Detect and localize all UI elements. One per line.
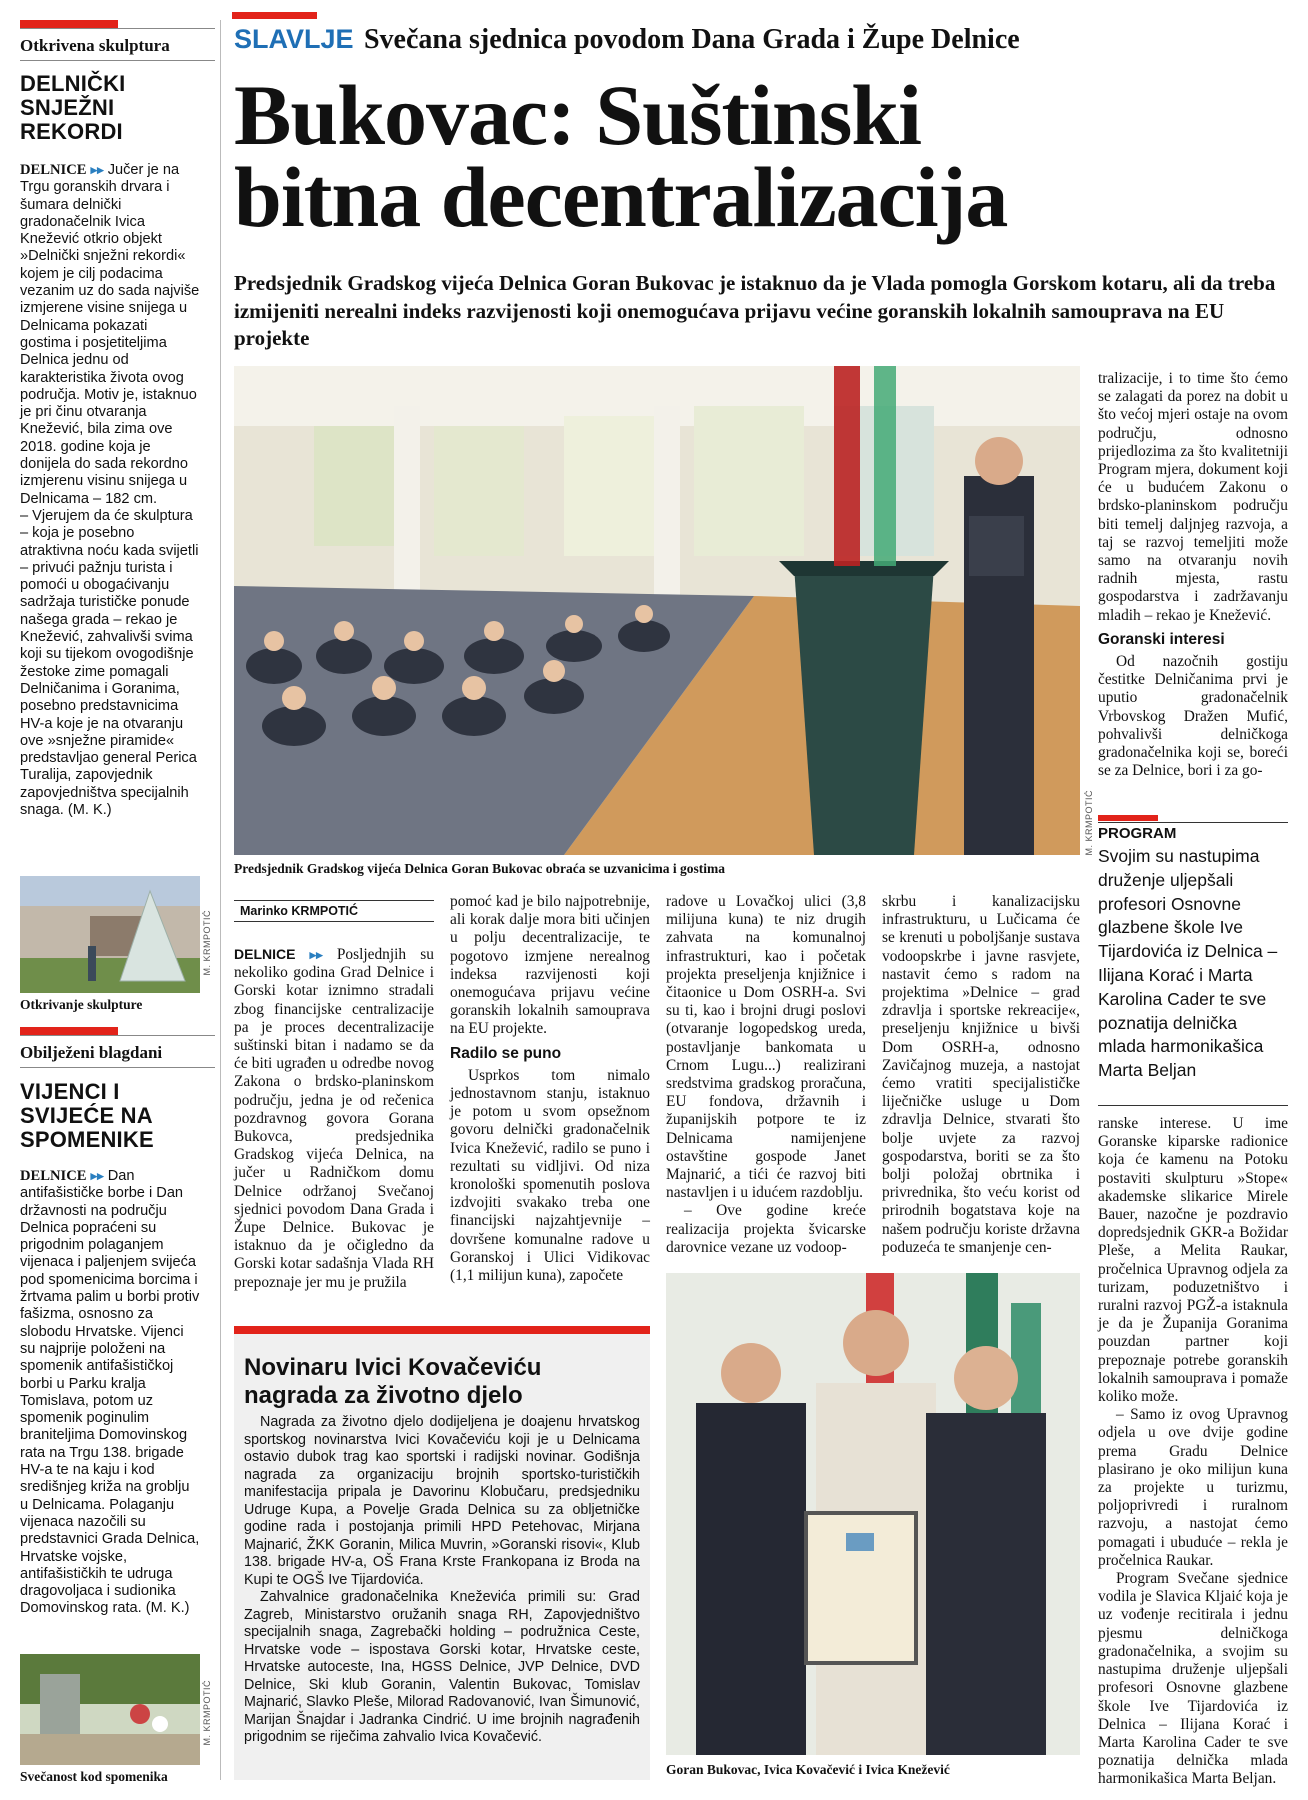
subheading: Goranski interesi xyxy=(1098,630,1225,648)
article-column-right-2 xyxy=(1098,1115,1288,1789)
paragraph: pomoć kad je bilo najpotrebnije, ali korak dalje mora biti učinjen u polju decentralizacije, te pogotovo izmjene nerealnog indeksa razvijenosti koji onemogućava prijavu većine goranskih lokalnih samouprava na EU projekte. xyxy=(450,893,650,1038)
program-label: PROGRAM xyxy=(1098,825,1177,842)
article-column-4 xyxy=(882,893,1080,1257)
paragraph: Nagrada za životno djelo dodijeljena je doajenu hrvatskog sportskog novinarstva Ivici Kovačeviću koji je u Delnicama ostavio dubok trag kao sportski i radijski novinar. Godišnja nagrada za organizaciju brojnih sportsko-turističkih manifestacija pripala je Davorinu Klobučaru, predsjedniku Udruge Kupa, a Povelje Grada Delnica su za obljetničke godine rada i postojanja primili HPD Petehovac, Mirjana Majnarić, ŽKK Goranin, Milica Muvrin, »Goranski risovi«, Klub 138. brigade HV-a, OŠ Frana Krste Frankopana iz Broda na Kupi te OGŠ Ive Tijardovića. xyxy=(244,1414,640,1588)
photo-credit: M. KRMPOTIĆ xyxy=(202,1680,212,1746)
program-rule xyxy=(1098,822,1288,823)
sidebar-rule xyxy=(20,28,215,29)
sidebar-story1-text2: – Vjerujem da će skulptura – koja je posebno atraktivna noću kada svijetli – privući pažnju turista i pomoći u obogaćivanju sadržaja turističke ponude našega grada – rekao je Knežević, zahvalivši svima koji su tijekom ovogodišnje žestoke zime pomagali Delničanima i Goranima, posebno predstavnicima HV-a koje je na otvaranju ove »snježne piramide« predstavljao general Perica Turalija, zapovjednik zapovjedništva specijalnih snaga. (M. K.) xyxy=(20,507,199,818)
photo-credit: M. KRMPOTIĆ xyxy=(202,910,212,976)
sidebar-rule xyxy=(20,60,215,61)
sidebar-rule xyxy=(20,1035,215,1036)
article-column-3 xyxy=(666,893,866,1257)
paragraph: Program Svečane sjednice vodila je Slavica Kljaić koja je uz vođenje recitirala i jednu pjesmu delničkoga gradonačelnika, a svojim su nastupima druženje uljepšali profesori Osnovne glazbene škole Ive Tijardovića iz Delnica – Ilijana Korać i Marta Karolina Cader te sve poznatija delnička mlada harmonikašica Marta Beljan. xyxy=(1098,1570,1288,1788)
headline-line2: bitna decentralizacija xyxy=(234,149,1008,245)
sidebar-story2-tag: Obilježeni blagdani xyxy=(20,1043,163,1062)
paragraph: skrbu i kanalizacijsku infrastrukturu, u Lučicama će se krenuti u poboljšanje sustava vodoopskrbe i javne rasvjete, nastavit ćemo s radom na projektima »Delnice – grad zdravlja i sportske rekreacije«, preseljenju knjižnice u bivši Dom OSRH-a, odnosno Zavičajnog muzeja, a nastojat ćemo vratiti specijalističke liječničke usluge u Dom zdravlja Delnice, stvarati što bolje uvjete za razvoj gospodarstva, boriti se za što bolji položaj obrtnika i privrednika, što veću korist od prirodnih bogatstava koje na našem području koriste državna poduzeća te smanjenje cen- xyxy=(882,893,1080,1256)
column-divider xyxy=(220,20,221,1780)
paragraph: – Samo iz ovog Upravnog odjela u ove dvije godine prema Gradu Delnice plasirano je oko milijun kuna za projekte u turizmu, poljoprivredi i ruralnom razvoju, a nastojat ćemo pomagati i ubuduće – rekla je pročelnica Raukar. xyxy=(1098,1406,1288,1569)
sidebar-story2-body xyxy=(20,1167,200,1618)
headline xyxy=(234,67,1008,245)
sidebar-accent-bar xyxy=(20,1027,118,1035)
dateline: DELNICE xyxy=(20,1168,87,1184)
box-title xyxy=(244,1354,644,1410)
program-accent-bar xyxy=(1098,815,1158,821)
program-rule xyxy=(1098,1105,1288,1106)
photo-credit: M. KRMPOTIĆ xyxy=(1084,790,1094,856)
box-body xyxy=(244,1414,640,1747)
photo-caption: Otkrivanje skulpture xyxy=(20,997,143,1012)
paragraph: radove u Lovačkoj ulici (3,8 milijuna kuna) te niz drugih zahvata na komunalnoj infrastrukturi, kao i početak projekta preseljenja knjižnice i čitaonice u Dom OSRH-a. Svi su ti, kao i brojni drugi poslovi (otvaranje logopedskog ureda, postavljanje bankomata u Crnom Lugu...) realizirani sredstvima gradskog proračuna, EU fondova, državnih i županijskih potpore te iz Delnicama namijenjene ostavštine gospode Janet Majnarić, a tići će razvoj biti nastavljen i u idućem razdoblju. xyxy=(666,893,866,1202)
headline-line1: Bukovac: Suštinski xyxy=(234,67,922,163)
box-title-line2: nagrada za životno djelo xyxy=(244,1382,523,1409)
paragraph: Usprkos tom nimalo jednostavnom stanju, istaknuo je potom u svom opsežnom govoru delnički gradonačelnik Ivica Knežević, radilo se puno i rezultati su vidljivi. Od niza kronološki spomenutih poslova izdvojiti svakako treba one financijski najzahtjevnije – dovršene komunalne radove u Goranskoj i Ulici Vidikovac (1,1 milijun kuna), započete xyxy=(450,1066,650,1285)
sidebar-story2-text: Dan antifašističke borbe i Dan državnosti na području Delnica popraćeni su prigodnim polaganjem vijenaca i paljenjem svijeća pod spomenicima borcima i žrtvama palim u borbi protiv fašizma, osnosno za slobodu Hrvatske. Vijenci su najprije položeni na spomenik antifašističkoj borbi u Parku kralja Tomislava, potom uz spomenik poginulim braniteljima Domovinskog rata na Trgu 138. brigade HV-a te na kaju i kod središnjeg križa na groblju u Delnicama. Polaganju vijenaca nazočili su predstavnici Grada Delnica, Hrvatske vojske, antifašističkih te udruga dragovoljaca i sudionika Domovinskog rata. (M. K.) xyxy=(20,1168,200,1617)
article-column-right xyxy=(1098,370,1288,780)
box-accent-bar xyxy=(234,1326,650,1334)
sidebar-rule xyxy=(20,1067,215,1068)
main-photo xyxy=(234,366,1080,855)
paragraph: Od nazočnih gostiju čestitke Delničanima prvi je uputio gradonačelnik Vrbovskog Dražen Mufić, pohvalivši delničkoga gradonačelnika koji se, boreći se za Delnice, bori i za go- xyxy=(1098,653,1288,780)
byline: Marinko KRMPOTIĆ xyxy=(234,900,434,922)
sidebar-story1-text: Jučer je na Trgu goranskih drvara i šumara delnički gradonačelnik Ivica Knežević otkrio objekt »Delnički snježni rekordi« kojem je cilj podacima vezanim uz do sada najviše izmjerene visine snijega u Delnicama pokazati gostima i posjetiteljima Delnica jednu od karakteristika života ovog područja. Motiv je, istaknuo je pri činu otvaranja Knežević, bila zima ove 2018. godine koja je donijela do sada rekordno izmjerenu visinu snijega u Delnicama – 182 cm. xyxy=(20,162,200,507)
article-column-1 xyxy=(234,945,434,1292)
overline xyxy=(234,24,1020,56)
kicker-accent-bar xyxy=(232,12,317,19)
skulptura-photo xyxy=(20,876,200,993)
paragraph: Zahvalnice gradonačelnika Kneževića primili su: Grad Zagreb, Ministarstvo oružanih snaga RH, Zapovjedništvo specijalnih snaga, Zagrebački holding – podružnica Ceste, Hrvatske vode – ispostava Gorski kotar, Hrvatske ceste, Hrvatske autoceste, Ina, HGSS Delnice, JVP Delnice, DVD Delnice, Ski klub Goranin, Valentin Bukovac, Tomislav Majnarić, Slavko Pleše, Milorad Radovanović, Ivan Šimunović, Marijan Šnajdar i Jadranka Cindrić. U ime brojnih nagrađenih prigodnim se riječima zahvalio Ivica Kovačević. xyxy=(244,1589,640,1745)
subheading: Radilo se puno xyxy=(450,1044,562,1062)
article-column-2 xyxy=(450,893,650,1285)
kicker: SLAVLJE xyxy=(234,24,354,54)
double-arrow-icon: ▸▸ xyxy=(90,162,104,177)
paragraph: ranske interese. U ime Goranske kiparske radionice koja će kamenu na Potoku postaviti skulpturu »Stope« akademske slikarice Mirele Bauer, nazočne je pozdravio dopredsjednik GKR-a Božidar Pleše, a Melita Raukar, pročelnica Upravnog odjela za turizam, poduzetništvo i ruralni razvoj PGŽ-a istaknula je da je Županija Goranima pouzdan partner koji prepoznaje potrebe goranskih lokalnih samouprava i pomaže koliko može. xyxy=(1098,1115,1288,1406)
sidebar-story1-title: DELNIČKI SNJEŽNI REKORDI xyxy=(20,71,126,144)
photo-caption: Svečanost kod spomenika xyxy=(20,1769,168,1784)
sidebar-story2-title: VIJENCI I SVIJEĆE NA SPOMENIKE xyxy=(20,1079,154,1152)
double-arrow-icon: ▸▸ xyxy=(90,1168,104,1183)
program-text: Svojim su nastupima druženje uljepšali profesori Osnovne glazbene škole Ive Tijardovića iz Delnica – Ilijana Korać i Marta Karolina Cader te sve poznatija delnička mlada harmonikašica Marta Beljan xyxy=(1098,846,1278,1081)
sidebar-accent-bar xyxy=(20,20,118,28)
double-arrow-icon: ▸▸ xyxy=(309,947,323,962)
award-photo-caption: Goran Bukovac, Ivica Kovačević i Ivica Knežević xyxy=(666,1762,950,1777)
paragraph: tralizacije, i to time što ćemo se zalagati da porez na dobit u što većoj mjeri ostaje na ovom području, odnosno prijedlozima za što kvalitetniji Program mjera, dokument koji će u budućem Zakonu o brdsko-planinskom području biti temelj daljnjeg razvoja, a taj se razvoj temeljiti može samo na otvaranju novih radnih mjesta, rastu gospodarstva i zadržavanju mladih – rekao je Knežević. xyxy=(1098,370,1288,624)
main-photo-caption: Predsjednik Gradskog vijeća Delnica Goran Bukovac obraća se uzvanicima i gostima xyxy=(234,861,725,876)
sidebar-story1-tag: Otkrivena skulptura xyxy=(20,36,170,55)
box-title-line1: Novinaru Ivici Kovačeviću xyxy=(244,1354,542,1381)
dateline: DELNICE xyxy=(20,162,87,178)
dateline: DELNICE xyxy=(234,946,296,962)
overline-text: Svečana sjednica povodom Dana Grada i Župe Delnice xyxy=(363,24,1020,55)
spomenik-photo xyxy=(20,1654,200,1765)
sidebar-story1-body xyxy=(20,161,200,819)
award-photo xyxy=(666,1273,1080,1755)
paragraph: Posljednjih su nekoliko godina Grad Delnice i Gorski kotar iznimno stradali zbog financijske centralizacije pa je proces decentralizacije suštinski bitan i nadamo se da će biti ugrađen u odredbe novog Zakona o brdsko-planinskom području, jedna je od rečenica pozdravnog govora Gorana Bukovca, predsjednika Gradskog vijeća Delnica, na jučer u Radničkom domu Delnice održanoj Svečanoj sjednici povodom Dana Grada i Župe Delnice. Bukovac je istaknuo da je očigledno da Gorski kotar sadašnja Vlada RH prepoznaje jer mu je pružila xyxy=(234,946,434,1291)
standfirst: Predsjednik Gradskog vijeća Delnica Goran Bukovac je istaknuo da je Vlada pomogla Gorskom kotaru, ali da treba izmijeniti nerealni indeks razvijenosti koji onemogućava prijavu većine goranskih lokalnih samouprava na EU projekte xyxy=(234,271,1276,350)
paragraph: – Ove godine kreće realizacija projekta švicarske darovnice vezane uz vodoop- xyxy=(666,1202,866,1256)
